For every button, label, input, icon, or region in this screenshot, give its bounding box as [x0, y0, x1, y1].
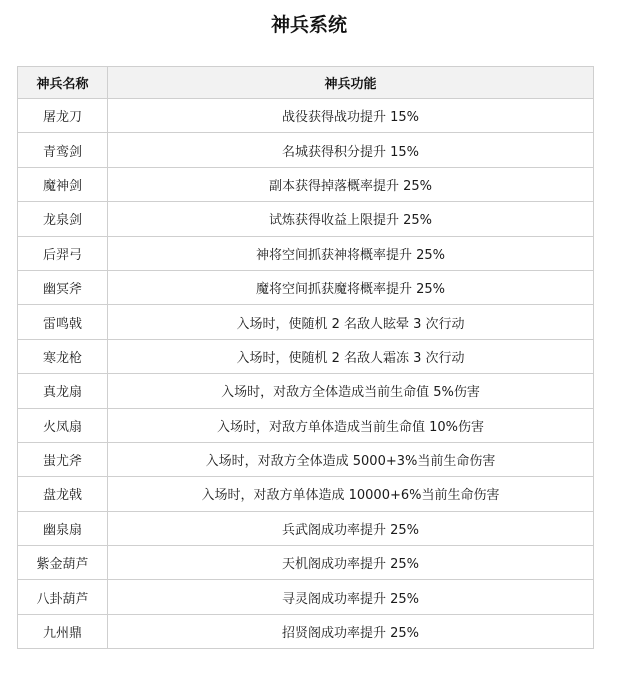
weapon-function-cell: 战役获得战功提升 15% [108, 99, 594, 133]
table-row [18, 167, 594, 201]
weapon-function-cell: 兵武阁成功率提升 25% [108, 511, 594, 545]
weapon-name-cell: 雷鸣戟 [18, 305, 108, 339]
weapon-function-cell: 入场时，对敌方单体造成当前生命值 10%伤害 [108, 408, 594, 442]
weapon-name-cell: 幽泉扇 [18, 511, 108, 545]
table-row [18, 442, 594, 476]
weapon-function-cell: 魔将空间抓获魔将概率提升 25% [108, 270, 594, 304]
column-header-function: 神兵功能 [108, 67, 594, 99]
table-row [18, 305, 594, 339]
weapon-name-cell: 蚩尤斧 [18, 442, 108, 476]
page-title: 神兵系统 [270, 14, 347, 36]
weapon-name-cell: 九州鼎 [18, 614, 108, 648]
weapon-name-cell: 寒龙枪 [18, 339, 108, 373]
weapon-name-cell: 幽冥斧 [18, 270, 108, 304]
weapon-function-cell: 名城获得积分提升 15% [108, 133, 594, 167]
weapon-function-cell: 试炼获得收益上限提升 25% [108, 202, 594, 236]
weapon-function-cell: 寻灵阁成功率提升 25% [108, 580, 594, 614]
table-header-row [18, 67, 594, 99]
weapon-name-cell: 屠龙刀 [18, 99, 108, 133]
weapon-function-cell: 天机阁成功率提升 25% [108, 546, 594, 580]
weapon-name-cell: 火凤扇 [18, 408, 108, 442]
table-row [18, 408, 594, 442]
table-row [18, 580, 594, 614]
weapon-function-cell: 招贤阁成功率提升 25% [108, 614, 594, 648]
weapon-name-cell: 后羿弓 [18, 236, 108, 270]
table-row [18, 546, 594, 580]
table-row [18, 511, 594, 545]
weapon-table [17, 66, 594, 649]
weapon-function-cell: 入场时，对敌方全体造成 5000+3%当前生命伤害 [108, 442, 594, 476]
weapon-function-cell: 入场时，对敌方全体造成当前生命值 5%伤害 [108, 374, 594, 408]
table-row [18, 202, 594, 236]
table-row [18, 99, 594, 133]
weapon-function-cell: 入场时，使随机 2 名敌人眩晕 3 次行动 [108, 305, 594, 339]
weapon-function-cell: 神将空间抓获神将概率提升 25% [108, 236, 594, 270]
table-row [18, 270, 594, 304]
weapon-name-cell: 真龙扇 [18, 374, 108, 408]
weapon-function-cell: 副本获得掉落概率提升 25% [108, 167, 594, 201]
weapon-name-cell: 盘龙戟 [18, 477, 108, 511]
table-row [18, 477, 594, 511]
weapon-name-cell: 八卦葫芦 [18, 580, 108, 614]
table-row [18, 133, 594, 167]
weapon-name-cell: 魔神剑 [18, 167, 108, 201]
weapon-name-cell: 龙泉剑 [18, 202, 108, 236]
weapon-name-cell: 紫金葫芦 [18, 546, 108, 580]
weapon-function-cell: 入场时，对敌方单体造成 10000+6%当前生命伤害 [108, 477, 594, 511]
weapon-name-cell: 青鸾剑 [18, 133, 108, 167]
table-row [18, 614, 594, 648]
table-row [18, 339, 594, 373]
table-row [18, 236, 594, 270]
weapon-function-cell: 入场时，使随机 2 名敌人霜冻 3 次行动 [108, 339, 594, 373]
table-row [18, 374, 594, 408]
column-header-name: 神兵名称 [18, 67, 108, 99]
